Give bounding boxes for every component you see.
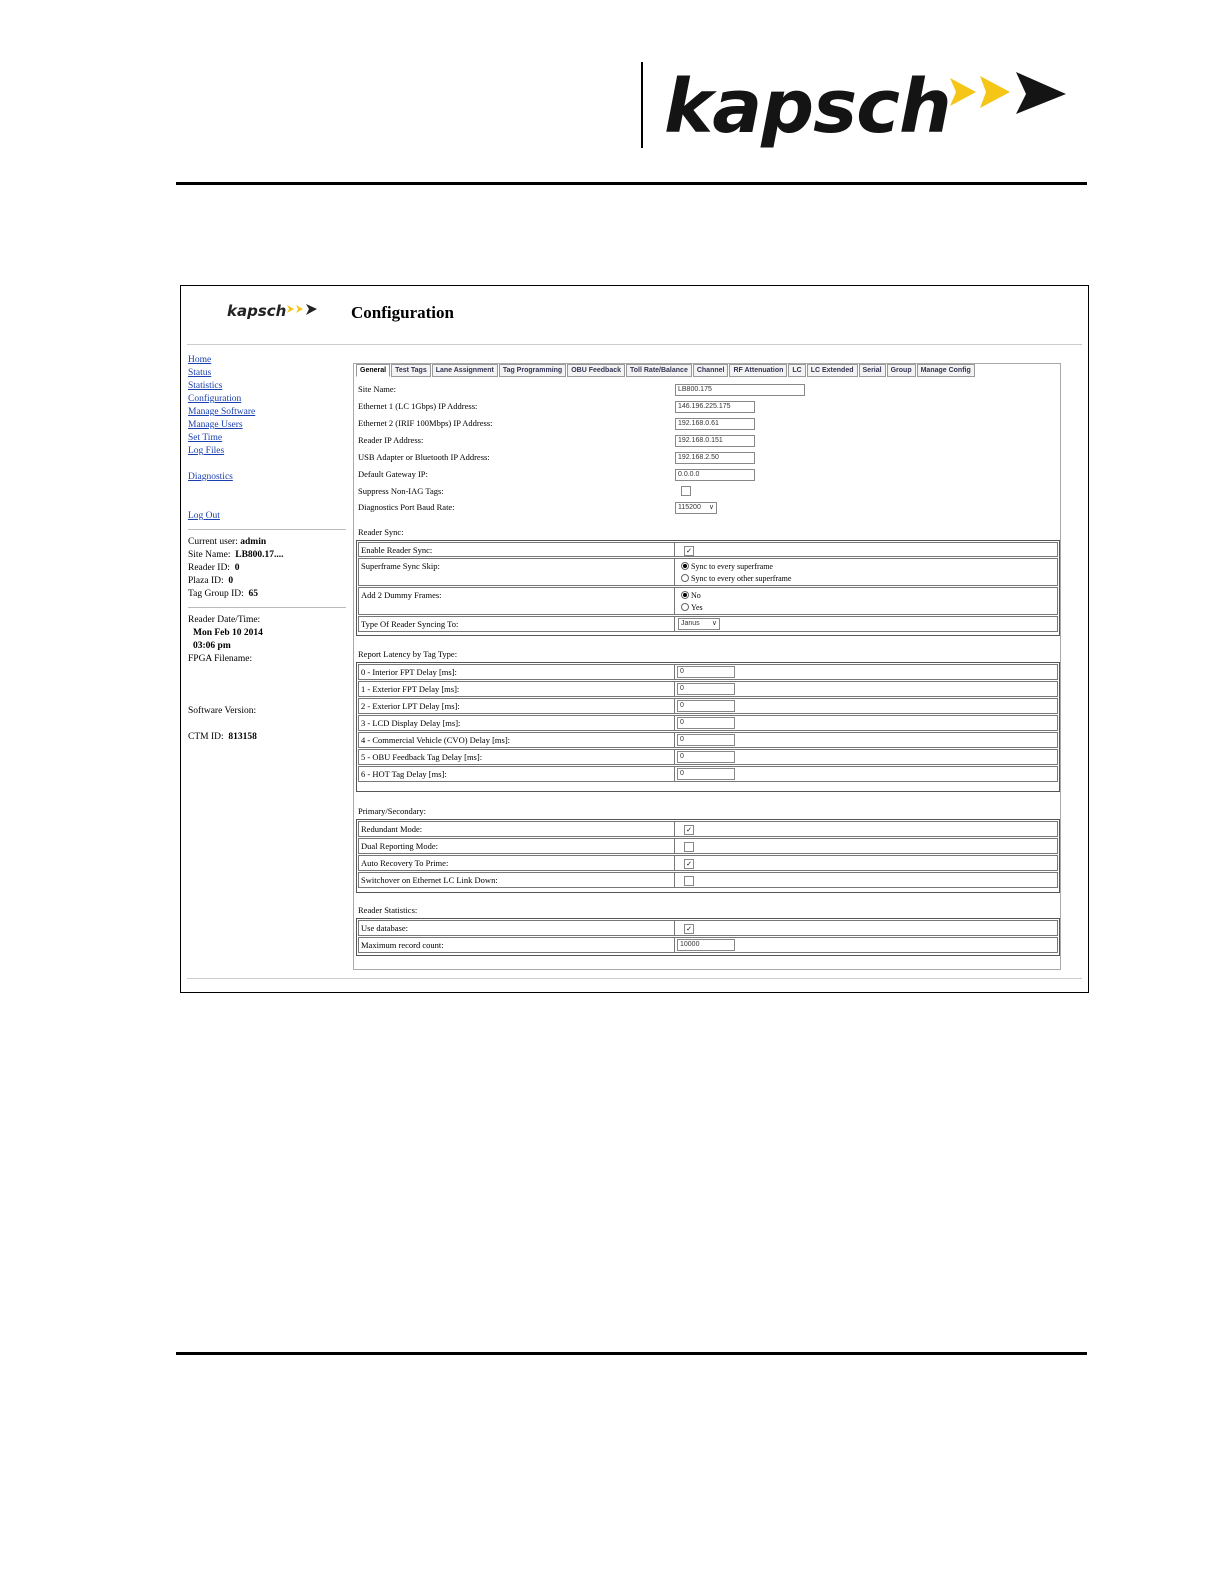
latency-input-6[interactable]: 0 <box>677 768 735 780</box>
latency-input-0[interactable]: 0 <box>677 666 735 678</box>
sync-type-label: Type Of Reader Syncing To: <box>361 619 459 629</box>
latency-row <box>358 749 1058 765</box>
enable-sync-checkbox[interactable]: ✓ <box>684 546 694 556</box>
site-name-label: Site Name: <box>358 384 397 394</box>
fpga-label: FPGA Filename: <box>188 654 253 664</box>
auto-recovery-checkbox[interactable]: ✓ <box>684 859 694 869</box>
nav-separator <box>188 529 346 530</box>
tab-lc[interactable]: LC <box>788 364 805 377</box>
dual-reporting-row <box>358 838 1058 854</box>
software-version-label: Software Version: <box>188 706 257 716</box>
latency-input-3[interactable]: 0 <box>677 717 735 729</box>
reader-sync-table <box>356 540 1060 636</box>
eth2-label: Ethernet 2 (IRIF 100Mbps) IP Address: <box>358 418 493 428</box>
nav-configuration[interactable]: Configuration <box>188 394 242 404</box>
reader-ip-input[interactable]: 192.168.0.151 <box>675 435 755 447</box>
latency-input-5[interactable]: 0 <box>677 751 735 763</box>
current-user-info: Current user: admin <box>188 537 267 547</box>
datetime-label: Reader Date/Time: <box>188 615 261 625</box>
dummy-frames-label: Add 2 Dummy Frames: <box>361 590 442 600</box>
baud-select[interactable]: 115200 ∨ <box>675 502 717 514</box>
latency-label: 6 - HOT Tag Delay [ms]: <box>361 769 447 779</box>
latency-label: 2 - Exterior LPT Delay [ms]: <box>361 701 460 711</box>
tab-rf-attenuation[interactable]: RF Attenuation <box>729 364 787 377</box>
logo-wordmark: kapsch <box>664 64 951 150</box>
sync-type-select[interactable]: Janus ∨ <box>678 618 720 630</box>
latency-label: 1 - Exterior FPT Delay [ms]: <box>361 684 460 694</box>
tab-channel[interactable]: Channel <box>693 364 729 377</box>
tab-lc-extended[interactable]: LC Extended <box>807 364 858 377</box>
logo-arrows-icon <box>950 66 1070 126</box>
tab-group[interactable]: Group <box>887 364 916 377</box>
switchover-checkbox[interactable] <box>684 876 694 886</box>
nav-manage-users[interactable]: Manage Users <box>188 420 243 430</box>
tab-serial[interactable]: Serial <box>859 364 886 377</box>
header-divider <box>641 62 643 148</box>
latency-row <box>358 715 1058 731</box>
suppress-checkbox[interactable] <box>681 486 691 496</box>
redundant-mode-row <box>358 821 1058 837</box>
auto-recovery-row <box>358 855 1058 871</box>
nav-set-time[interactable]: Set Time <box>188 433 223 443</box>
kapsch-logo <box>664 62 1074 152</box>
nav-home[interactable]: Home <box>188 355 212 365</box>
reader-id-info: Reader ID: 0 <box>188 563 240 573</box>
nav-diagnostics[interactable]: Diagnostics <box>188 472 233 482</box>
datetime-time: 03:06 pm <box>193 641 231 651</box>
tab-lane-assignment[interactable]: Lane Assignment <box>432 364 498 377</box>
title-divider <box>187 344 1082 345</box>
tab-obu-feedback[interactable]: OBU Feedback <box>567 364 625 377</box>
plaza-id-info: Plaza ID: 0 <box>188 576 234 586</box>
max-records-row <box>358 937 1058 953</box>
nav-manage-software[interactable]: Manage Software <box>188 407 256 417</box>
dual-reporting-checkbox[interactable] <box>684 842 694 852</box>
nav-log-files[interactable]: Log Files <box>188 446 225 456</box>
tab-tag-programming[interactable]: Tag Programming <box>499 364 566 377</box>
footer-rule <box>176 1352 1087 1355</box>
latency-input-4[interactable]: 0 <box>677 734 735 746</box>
dummy-frames-row <box>358 587 1058 615</box>
dummy-yes-radio[interactable]: Yes <box>681 603 703 612</box>
latency-row <box>358 698 1058 714</box>
latency-input-1[interactable]: 0 <box>677 683 735 695</box>
footer-divider <box>187 978 1082 979</box>
ctm-id-info: CTM ID: 813158 <box>188 732 257 742</box>
primary-table <box>356 819 1060 893</box>
sync-every-radio[interactable]: Sync to every superframe <box>681 562 773 571</box>
dual-reporting-label: Dual Reporting Mode: <box>361 841 438 851</box>
app-logo-arrows-icon <box>287 303 321 317</box>
site-name-info: Site Name: LB800.17.... <box>188 550 284 560</box>
latency-label: 4 - Commercial Vehicle (CVO) Delay [ms]: <box>361 735 511 745</box>
gateway-label: Default Gateway IP: <box>358 469 428 479</box>
stats-table <box>356 918 1060 956</box>
page-title: Configuration <box>351 303 454 322</box>
left-nav <box>188 354 348 744</box>
auto-recovery-label: Auto Recovery To Prime: <box>361 858 449 868</box>
dummy-no-radio[interactable]: No <box>681 591 701 600</box>
site-name-input[interactable]: LB800.175 <box>675 384 805 396</box>
max-records-input[interactable]: 10000 <box>677 939 735 951</box>
header-rule <box>176 182 1087 185</box>
sync-other-radio[interactable]: Sync to every other superframe <box>681 574 791 583</box>
gateway-ip-input[interactable]: 0.0.0.0 <box>675 469 755 481</box>
nav-logout[interactable]: Log Out <box>188 511 220 521</box>
latency-row <box>358 732 1058 748</box>
latency-label: 0 - Interior FPT Delay [ms]: <box>361 667 457 677</box>
usb-ip-label: USB Adapter or Bluetooth IP Address: <box>358 452 490 462</box>
latency-label: 5 - OBU Feedback Tag Delay [ms]: <box>361 752 483 762</box>
use-db-row <box>358 920 1058 936</box>
redundant-mode-label: Redundant Mode: <box>361 824 423 834</box>
max-records-label: Maximum record count: <box>361 940 444 950</box>
latency-table <box>356 662 1060 792</box>
tab-manage-config[interactable]: Manage Config <box>917 364 975 377</box>
eth1-label: Ethernet 1 (LC 1Gbps) IP Address: <box>358 401 478 411</box>
latency-row <box>358 681 1058 697</box>
config-panel <box>353 363 1061 970</box>
latency-title: Report Latency by Tag Type: <box>358 649 458 659</box>
suppress-label: Suppress Non-IAG Tags: <box>358 486 444 496</box>
reader-sync-title: Reader Sync: <box>358 527 404 537</box>
nav-statistics[interactable]: Statistics <box>188 381 223 391</box>
tag-group-info: Tag Group ID: 65 <box>188 589 259 599</box>
tab-test-tags[interactable]: Test Tags <box>391 364 431 377</box>
latency-row <box>358 766 1058 782</box>
use-db-checkbox[interactable]: ✓ <box>684 924 694 934</box>
info-separator <box>188 607 346 608</box>
superframe-skip-label: Superframe Sync Skip: <box>361 561 440 571</box>
tab-toll-rate[interactable]: Toll Rate/Balance <box>626 364 692 377</box>
switchover-row <box>358 872 1058 888</box>
baud-label: Diagnostics Port Baud Rate: <box>358 502 455 512</box>
usb-ip-input[interactable]: 192.168.2.50 <box>675 452 755 464</box>
reader-ip-label: Reader IP Address: <box>358 435 424 445</box>
primary-title: Primary/Secondary: <box>358 806 426 816</box>
latency-input-2[interactable]: 0 <box>677 700 735 712</box>
config-tabs <box>356 364 976 376</box>
app-logo <box>227 302 317 322</box>
superframe-skip-row <box>358 558 1058 586</box>
latency-row <box>358 664 1058 680</box>
nav-status[interactable]: Status <box>188 368 212 378</box>
switchover-label: Switchover on Ethernet LC Link Down: <box>361 875 498 885</box>
latency-label: 3 - LCD Display Delay [ms]: <box>361 718 461 728</box>
screenshot-frame <box>180 285 1089 993</box>
eth2-ip-input[interactable]: 192.168.0.61 <box>675 418 755 430</box>
redundant-mode-checkbox[interactable]: ✓ <box>684 825 694 835</box>
enable-sync-label: Enable Reader Sync: <box>361 545 433 555</box>
enable-sync-row <box>358 542 1058 557</box>
app-logo-text: kapsch <box>227 302 287 320</box>
datetime-date: Mon Feb 10 2014 <box>193 628 263 638</box>
tab-general[interactable]: General <box>356 364 390 377</box>
use-db-label: Use database: <box>361 923 408 933</box>
stats-title: Reader Statistics: <box>358 905 418 915</box>
sync-type-row <box>358 616 1058 632</box>
eth1-ip-input[interactable]: 146.196.225.175 <box>675 401 755 413</box>
